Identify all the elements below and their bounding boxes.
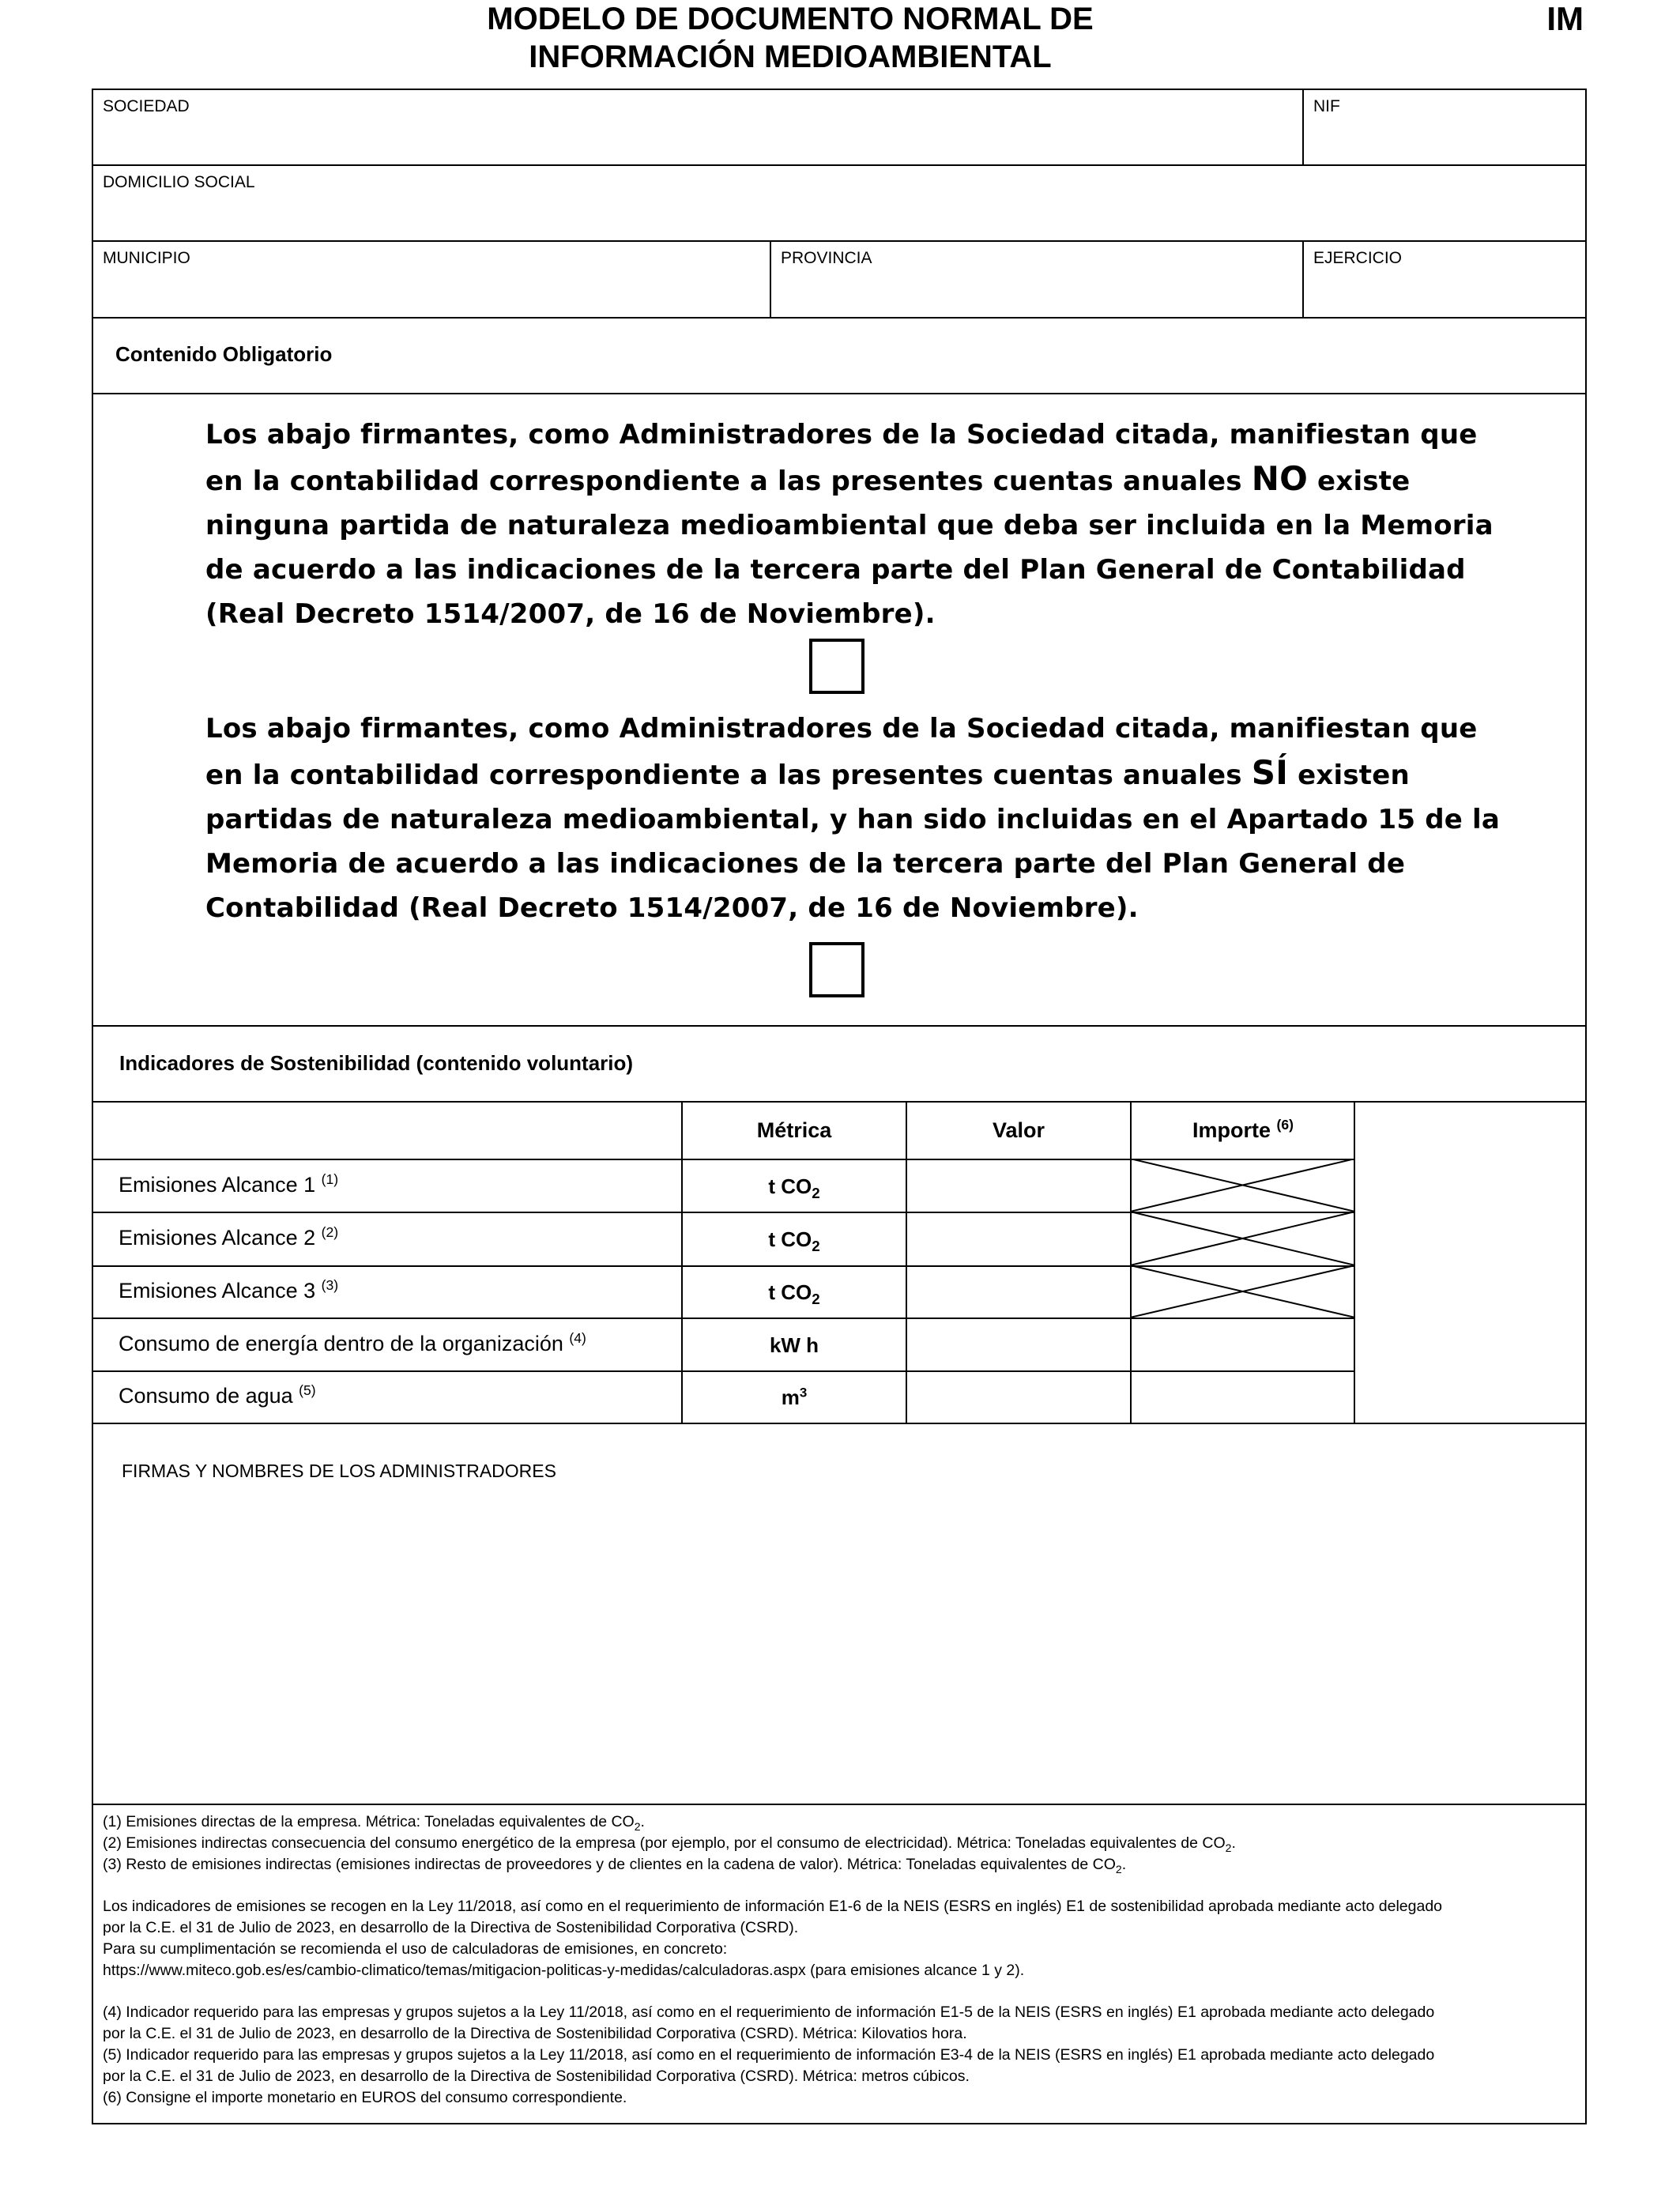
col-amount-header [1132, 1117, 1354, 1144]
statement-no [205, 413, 1517, 636]
note-3-text: (3) Resto de emisiones indirectas (emisiones indirectas de proveedores y de clientes en la cadena de valor). Métrica: Toneladas equivalentes de CO [103, 1856, 1116, 1873]
form-code: IM [1546, 0, 1584, 37]
metric-text: t CO [768, 1174, 812, 1198]
sociedad-field[interactable] [93, 90, 1301, 164]
divider [92, 1101, 1587, 1103]
row-note: (4) [569, 1330, 586, 1346]
value-cell[interactable] [907, 1160, 1130, 1212]
note-5a: (5) Indicador requerido para las empresas y grupos sujetos a la Ley 11/2018, así como en el requerimiento de información E3-4 de la NEIS (ESRS en inglés) E1 aprobada mediante acto delegado [103, 2046, 1435, 2064]
row-label-text: Emisiones Alcance 2 [119, 1226, 316, 1250]
divider [92, 1025, 1587, 1027]
calculator-link[interactable]: https://www.miteco.gob.es/es/cambio-climatico/temas/mitigacion-politicas-y-medidas/calculadoras.aspx (para emisiones alcance 1 y 2). [103, 1962, 1025, 1979]
note-3-dot: . [1121, 1856, 1127, 1873]
note-2-text: (2) Emisiones indirectas consecuencia del consumo energético de la empresa (por ejemplo, por el consumo de electricidad). Métrica: Toneladas equivalentes de CO [103, 1834, 1226, 1852]
statement-si-keyword: SÍ [1251, 753, 1289, 792]
value-cell[interactable] [907, 1319, 1130, 1370]
row-label-text: Consumo de energía dentro de la organización [119, 1332, 563, 1355]
note-5b: por la C.E. el 31 de Julio de 2023, en desarrollo de la Directiva de Sostenibilidad Corporativa (CSRD). Métrica: metros cúbicos. [103, 2068, 970, 2085]
sustainability-heading: Indicadores de Sostenibilidad (contenido voluntario) [119, 1051, 634, 1075]
municipio-field[interactable] [93, 242, 770, 317]
amount-cell[interactable] [1132, 1319, 1354, 1370]
provincia-field[interactable] [771, 242, 1302, 317]
ejercicio-field[interactable] [1304, 242, 1585, 317]
metric-text: t CO [768, 1227, 812, 1251]
statement-no-before: Los abajo firmantes, como Administradores de la Sociedad citada, manifiestan que en la contabilidad correspondiente a las presentes cuentas anuales [205, 419, 1478, 497]
statement-si-before: Los abajo firmantes, como Administradores de la Sociedad citada, manifiestan que en la contabilidad correspondiente a las presentes cuentas anuales [205, 713, 1478, 791]
note-4a: (4) Indicador requerido para las empresas y grupos sujetos a la Ley 11/2018, así como en el requerimiento de información E1-5 de la NEIS (ESRS en inglés) E1 aprobada mediante acto delegado [103, 2004, 1435, 2021]
law-text-1: Los indicadores de emisiones se recogen en la Ley 11/2018, así como en el requerimiento de información E1-6 de la NEIS (ESRS en inglés) E1 de sostenibilidad aprobada mediante acto delegado [103, 1898, 1443, 1915]
table-row-label [119, 1277, 338, 1304]
row-note: (2) [321, 1224, 339, 1240]
sociedad-label: SOCIEDAD [103, 97, 190, 115]
provincia-label: PROVINCIA [781, 249, 872, 267]
domicilio-label: DOMICILIO SOCIAL [103, 173, 255, 191]
table-row-metric: kW h [769, 1333, 819, 1357]
note-2-sub: 2 [1225, 1841, 1232, 1854]
title-line-2: INFORMACIÓN MEDIOAMBIENTAL [529, 40, 1052, 74]
page-title [332, 0, 1249, 76]
divider [92, 317, 1587, 319]
nif-field[interactable] [1304, 90, 1585, 164]
table-row-metric [683, 1173, 906, 1200]
metric-sub: 2 [812, 1238, 820, 1255]
municipio-label: MUNICIPIO [103, 249, 190, 267]
row-note: (3) [321, 1277, 339, 1293]
nif-label: NIF [1313, 97, 1340, 115]
signature-area[interactable] [93, 1424, 1585, 1804]
ejercicio-label: EJERCICIO [1313, 249, 1403, 267]
table-row-label [119, 1330, 586, 1357]
note-6: (6) Consigne el importe monetario en EUROS del consumo correspondiente. [103, 2089, 627, 2106]
row-label-text: Emisiones Alcance 3 [119, 1279, 316, 1302]
domicilio-field[interactable] [93, 166, 1585, 240]
col-metric-header: Métrica [756, 1118, 832, 1142]
col-amount-note: (6) [1276, 1117, 1294, 1133]
note-1 [103, 1811, 1573, 1833]
statement-no-keyword: NO [1251, 459, 1309, 498]
note-4b: por la C.E. el 31 de Julio de 2023, en desarrollo de la Directiva de Sostenibilidad Corporativa (CSRD). Métrica: Kilovatios hora. [103, 2025, 967, 2042]
checkbox-no[interactable] [809, 639, 864, 694]
metric-text: t CO [768, 1280, 812, 1304]
note-2-dot: . [1231, 1834, 1236, 1852]
law-text-2: por la C.E. el 31 de Julio de 2023, en desarrollo de la Directiva de Sostenibilidad Corporativa (CSRD). [103, 1919, 799, 1936]
value-cell[interactable] [907, 1372, 1130, 1423]
law-text-3: Para su cumplimentación se recomienda el uso de calculadoras de emisiones, en concreto: [103, 1940, 728, 1958]
col-amount-label: Importe [1192, 1118, 1271, 1142]
footnotes [103, 1811, 1573, 2109]
table-row-metric [683, 1384, 906, 1411]
note-1-sub: 2 [634, 1819, 641, 1833]
table-row-label [119, 1382, 316, 1409]
note-3-sub: 2 [1115, 1862, 1122, 1875]
divider [92, 393, 1587, 394]
value-cell[interactable] [907, 1213, 1130, 1265]
metric-sup: 3 [799, 1385, 808, 1400]
mandatory-heading: Contenido Obligatorio [115, 342, 333, 366]
note-2 [103, 1833, 1573, 1854]
row-label-text: Consumo de agua [119, 1384, 293, 1408]
row-note: (1) [321, 1171, 339, 1187]
divider [92, 1804, 1587, 1805]
row-note: (5) [299, 1382, 316, 1398]
note-3 [103, 1854, 1573, 1875]
signatures-heading: FIRMAS Y NOMBRES DE LOS ADMINISTRADORES [122, 1461, 556, 1481]
crossed-cells [1130, 1159, 1355, 1318]
statement-si-after: existen partidas de naturaleza medioambiental, y han sido incluidas en el Apartado 15 de la Memoria de acuerdo a las indicaciones de la tercera parte del Plan General de Contabilidad (Real Decreto 1514/2007, de 16 de Noviembre). [205, 760, 1501, 924]
col-value-header: Valor [992, 1118, 1045, 1142]
metric-sub: 2 [812, 1291, 820, 1308]
row-label-text: Emisiones Alcance 1 [119, 1173, 316, 1197]
table-row-label [119, 1224, 338, 1251]
metric-sub: 2 [812, 1185, 820, 1202]
statement-no-after: existe ninguna partida de naturaleza medioambiental que deba ser incluida en la Memoria de acuerdo a las indicaciones de la tercera parte del Plan General de Contabilidad (Real Decreto 1514/2007, de 16 de Noviembre). [205, 466, 1494, 630]
checkbox-si[interactable] [809, 942, 864, 997]
value-cell[interactable] [907, 1267, 1130, 1318]
table-row-metric [683, 1226, 906, 1253]
statement-si [205, 707, 1517, 930]
amount-cell[interactable] [1132, 1372, 1354, 1423]
metric-text: m [781, 1385, 800, 1409]
note-1-dot: . [640, 1813, 645, 1830]
note-1-text: (1) Emisiones directas de la empresa. Métrica: Toneladas equivalentes de CO [103, 1813, 635, 1830]
title-line-1: MODELO DE DOCUMENTO NORMAL DE [487, 2, 1094, 36]
table-divider [681, 1101, 683, 1423]
table-row-metric [683, 1279, 906, 1306]
table-row-label [119, 1171, 338, 1198]
